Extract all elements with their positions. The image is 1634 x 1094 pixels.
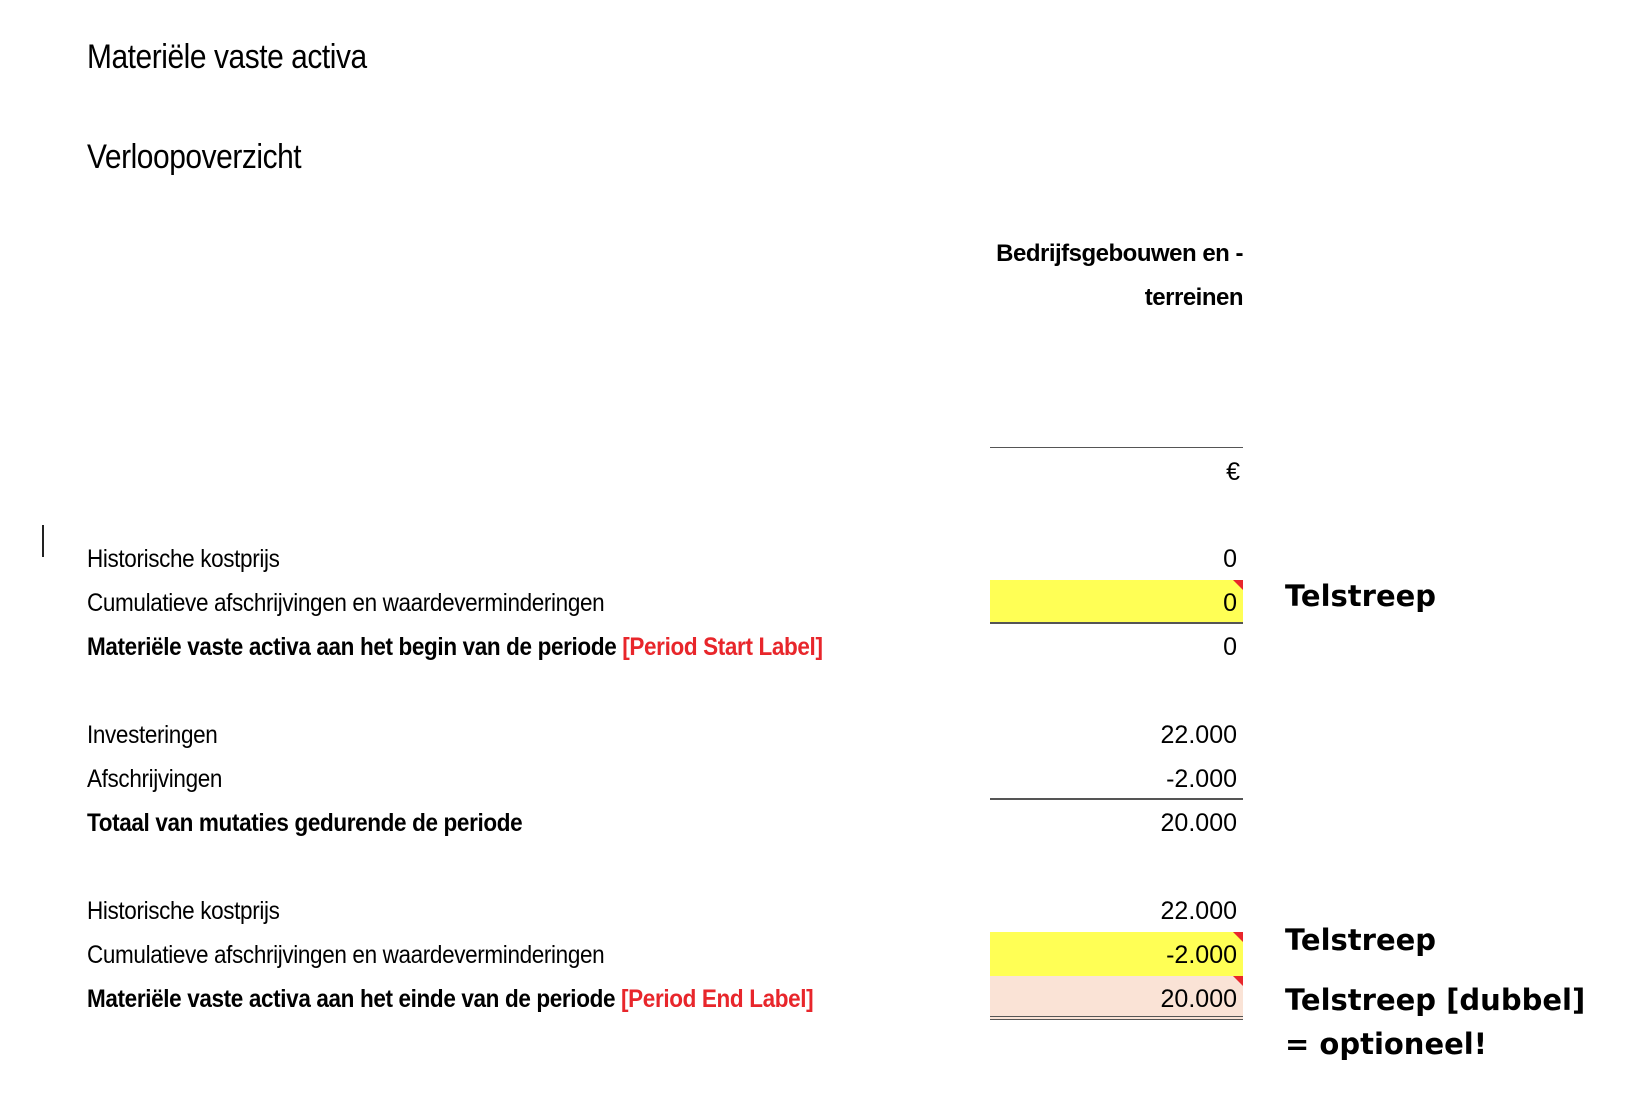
note-telstreep-1: Telstreep	[1285, 579, 1437, 613]
cell-historische-begin[interactable]: 0	[1223, 545, 1237, 573]
column-header-line1: Bedrijfsgebouwen en -	[996, 240, 1243, 267]
column-header-line2: terreinen	[1144, 284, 1243, 311]
total-einde-label: Materiële vaste activa aan het einde van de periode	[87, 985, 616, 1013]
row-label-total-mutaties: Totaal van mutaties gedurende de periode	[87, 809, 523, 837]
currency-symbol: €	[1226, 458, 1240, 486]
cell-investeringen[interactable]: 22.000	[1160, 721, 1237, 749]
cell-total-begin[interactable]: 0	[1223, 633, 1237, 661]
cell-total-einde-value: 20.000	[1160, 985, 1237, 1013]
row-label-afschrijvingen: Afschrijvingen	[87, 765, 223, 793]
text-cursor	[42, 525, 44, 557]
period-start-tag: [Period Start Label]	[622, 633, 823, 661]
page-title: Materiële vaste activa	[87, 38, 367, 76]
note-optioneel: = optioneel!	[1285, 1027, 1487, 1061]
row-label-historische-begin: Historische kostprijs	[87, 545, 280, 573]
note-telstreep-dubbel: Telstreep [dubbel]	[1285, 983, 1586, 1017]
cell-total-mutaties[interactable]: 20.000	[1160, 809, 1237, 837]
row-label-total-begin	[87, 630, 823, 664]
row-label-total-einde	[87, 982, 813, 1016]
comment-indicator-icon	[1233, 932, 1243, 942]
comment-indicator-icon	[1233, 976, 1243, 986]
cell-total-einde[interactable]	[990, 976, 1243, 1020]
cell-cumulatieve-einde-value: -2.000	[1166, 941, 1237, 969]
cell-cumulatieve-begin-value: 0	[1223, 589, 1237, 617]
row-label-cumulatieve-begin: Cumulatieve afschrijvingen en waardeverminderingen	[87, 589, 605, 617]
header-divider	[990, 447, 1243, 448]
section-subtitle: Verloopoverzicht	[87, 138, 302, 176]
total-begin-label: Materiële vaste activa aan het begin van de periode	[87, 633, 617, 661]
note-telstreep-2: Telstreep	[1285, 923, 1437, 957]
cell-afschrijvingen[interactable]: -2.000	[990, 756, 1243, 800]
row-label-historische-einde: Historische kostprijs	[87, 897, 280, 925]
period-end-tag: [Period End Label]	[621, 985, 814, 1013]
row-label-investeringen: Investeringen	[87, 721, 218, 749]
row-label-cumulatieve-einde: Cumulatieve afschrijvingen en waardeverminderingen	[87, 941, 605, 969]
cell-historische-einde[interactable]: 22.000	[1160, 897, 1237, 925]
cell-cumulatieve-begin[interactable]	[990, 580, 1243, 624]
column-header	[960, 232, 1243, 320]
comment-indicator-icon	[1233, 580, 1243, 590]
cell-cumulatieve-einde[interactable]	[990, 932, 1243, 976]
